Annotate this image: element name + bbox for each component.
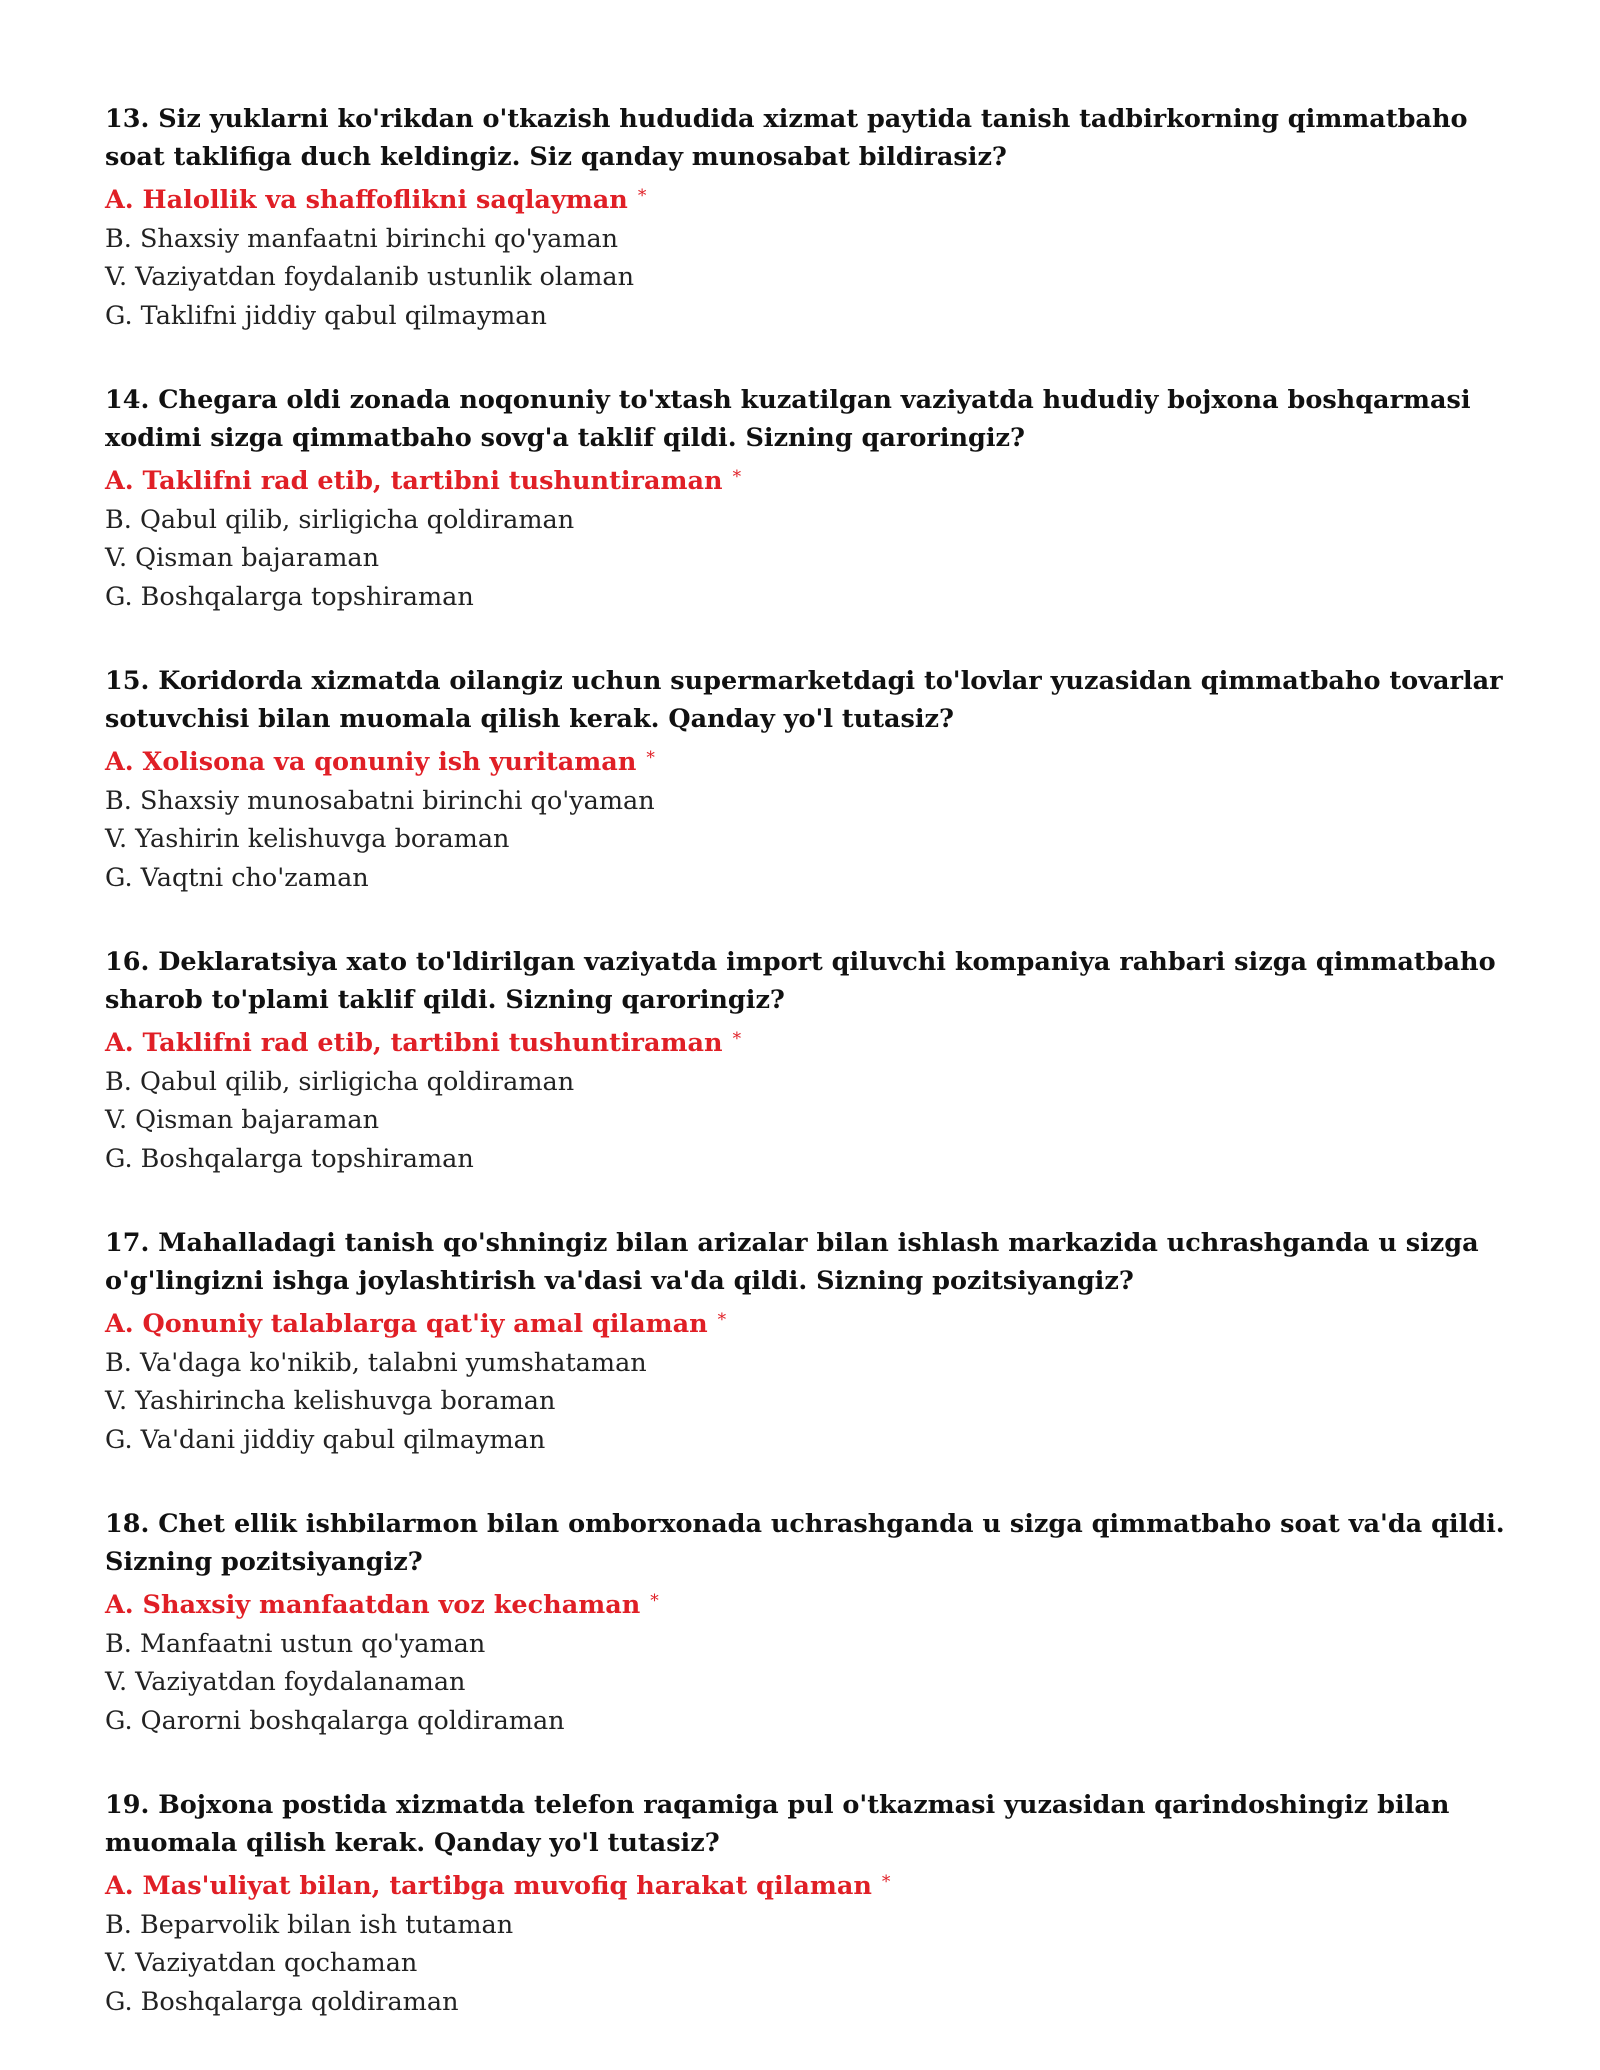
option-label: A. Xolisona va qonuniy ish yuritaman (105, 747, 637, 777)
correct-marker: * (646, 748, 655, 768)
quiz-list (105, 100, 1505, 2067)
correct-marker: * (650, 1591, 659, 1611)
correct-answer-option (105, 1863, 1505, 1906)
option-label: A. Halollik va shaffoflikni saqlayman (105, 185, 628, 215)
correct-answer-option (105, 1020, 1505, 1063)
question-text: 19. Bojxona postida xizmatda telefon raqamiga pul o'tkazmasi yuzasidan qarindoshingiz bilan muomala qilish kerak. Qanday yo'l tutasiz? (105, 1790, 1450, 1858)
answer-option (105, 501, 1505, 540)
option-label: B. Va'daga ko'nikib, talabni yumshataman (105, 1347, 647, 1378)
correct-marker: * (637, 186, 647, 206)
option-label: G. Taklifni jiddiy qabul qilmayman (105, 300, 547, 331)
question-block (105, 662, 1505, 897)
answer-option (105, 1382, 1505, 1421)
answer-option (105, 1663, 1505, 1702)
option-label: V. Qisman bajaraman (105, 543, 380, 573)
answer-option (105, 1944, 1505, 1983)
option-label: V. Vaziyatdan qochaman (105, 1948, 418, 1978)
answer-option (105, 859, 1505, 898)
answer-option (105, 1906, 1505, 1945)
option-label: A. Shaxsiy manfaatdan voz kechaman (105, 1590, 641, 1620)
option-label: B. Beparvolik bilan ish tutaman (105, 1909, 514, 1940)
answer-option (105, 220, 1505, 259)
question-block (105, 100, 1505, 335)
correct-marker: * (732, 1029, 742, 1049)
question-block (105, 1224, 1505, 1459)
option-label: V. Vaziyatdan foydalanaman (105, 1667, 466, 1697)
answer-option (105, 1140, 1505, 1179)
option-label: B. Qabul qilib, sirligicha qoldiraman (105, 504, 575, 535)
answer-option (105, 539, 1505, 578)
option-label: B. Shaxsiy munosabatni birinchi qo'yaman (105, 785, 655, 816)
question-text: 15. Koridorda xizmatda oilangiz uchun supermarketdagi to'lovlar yuzasidan qimmatbaho tovarlar sotuvchisi bilan muomala qilish kerak. Qanday yo'l tutasiz? (105, 666, 1503, 734)
correct-marker: * (717, 1310, 727, 1330)
answer-option (105, 297, 1505, 336)
answer-option (105, 1063, 1505, 1102)
correct-answer-option (105, 1582, 1505, 1625)
question-text: 17. Mahalladagi tanish qo'shningiz bilan arizalar bilan ishlash markazida uchrashganda u sizga o'g'lingizni ishga joylashtirish va'dasi va'da qildi. Sizning pozitsiyangiz? (105, 1228, 1479, 1296)
answer-option (105, 1421, 1505, 1460)
option-label: A. Taklifni rad etib, tartibni tushuntiraman (105, 1028, 723, 1058)
option-label: A. Taklifni rad etib, tartibni tushuntiraman (105, 466, 723, 496)
option-label: G. Qarorni boshqalarga qoldiraman (105, 1705, 565, 1736)
correct-answer-option (105, 739, 1505, 782)
question-block (105, 943, 1505, 1178)
answer-option (105, 782, 1505, 821)
option-label: G. Boshqalarga topshiraman (105, 581, 474, 612)
correct-marker: * (732, 467, 742, 487)
option-label: A. Qonuniy talablarga qat'iy amal qilaman (105, 1309, 708, 1339)
option-label: A. Mas'uliyat bilan, tartibga muvofiq harakat qilaman (105, 1871, 872, 1901)
option-label: G. Va'dani jiddiy qabul qilmayman (105, 1424, 546, 1455)
question-text: 14. Chegara oldi zonada noqonuniy to'xtash kuzatilgan vaziyatda hududiy bojxona boshqarmasi xodimi sizga qimmatbaho sovg'a taklif qildi. Sizning qaroringiz? (105, 385, 1471, 453)
option-label: B. Qabul qilib, sirligicha qoldiraman (105, 1066, 575, 1097)
answer-option (105, 1101, 1505, 1140)
answer-option (105, 258, 1505, 297)
option-label: G. Vaqtni cho'zaman (105, 862, 369, 893)
option-label: B. Manfaatni ustun qo'yaman (105, 1628, 486, 1659)
question-block (105, 1505, 1505, 1740)
question-block (105, 381, 1505, 616)
question-block (105, 1786, 1505, 2021)
option-label: V. Vaziyatdan foydalanib ustunlik olaman (105, 262, 635, 292)
answer-option (105, 1625, 1505, 1664)
correct-answer-option (105, 177, 1505, 220)
option-label: V. Yashirin kelishuvga boraman (105, 824, 510, 854)
correct-answer-option (105, 1301, 1505, 1344)
answer-option (105, 1983, 1505, 2022)
question-text: 16. Deklaratsiya xato to'ldirilgan vaziyatda import qiluvchi kompaniya rahbari sizga qimmatbaho sharob to'plami taklif qildi. Sizning qaroringiz? (105, 947, 1496, 1015)
option-label: B. Shaxsiy manfaatni birinchi qo'yaman (105, 223, 619, 254)
correct-answer-option (105, 458, 1505, 501)
answer-option (105, 1702, 1505, 1741)
option-label: G. Boshqalarga qoldiraman (105, 1986, 459, 2017)
answer-option (105, 820, 1505, 859)
option-label: G. Boshqalarga topshiraman (105, 1143, 474, 1174)
option-label: V. Qisman bajaraman (105, 1105, 380, 1135)
question-text: 18. Chet ellik ishbilarmon bilan omborxonada uchrashganda u sizga qimmatbaho soat va'da qildi. Sizning pozitsiyangiz? (105, 1509, 1505, 1577)
answer-option (105, 1344, 1505, 1383)
answer-option (105, 578, 1505, 617)
option-label: V. Yashirincha kelishuvga boraman (105, 1386, 556, 1416)
correct-marker: * (881, 1872, 891, 1892)
question-text: 13. Siz yuklarni ko'rikdan o'tkazish hududida xizmat paytida tanish tadbirkorning qimmatbaho soat taklifiga duch keldingiz. Siz qanday munosabat bildirasiz? (105, 104, 1468, 172)
